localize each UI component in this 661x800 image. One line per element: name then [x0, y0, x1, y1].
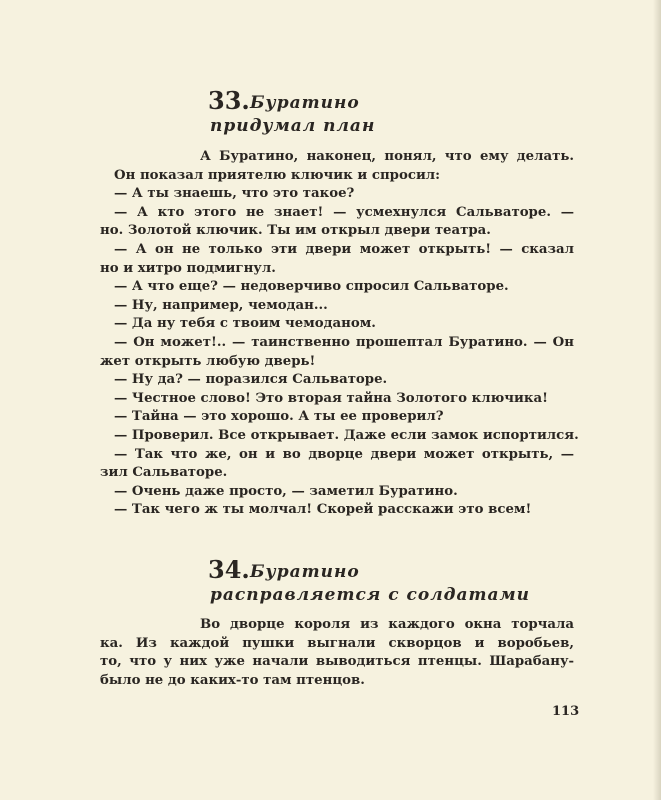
text-line: Он показал приятелю ключик и спросил: — [114, 167, 441, 183]
section-33-title-line1: Буратино — [250, 93, 360, 113]
text-line: — Очень даже просто, — заметил Буратино. — [114, 483, 458, 499]
text-line: — Проверил. Все открывает. Даже если замок испортился. — [114, 427, 579, 443]
text-line: — А что еще? — недоверчиво спросил Сальваторе. — [114, 279, 509, 295]
section-33-number: 33. — [208, 86, 250, 115]
text-line: но и хитро подмигнул. — [100, 260, 276, 276]
section-34-title-line2: расправляется с солдатами — [210, 585, 531, 605]
text-line: — А кто этого не знает! — усмехнулся Сальваторе. — — [114, 204, 574, 220]
text-line: ка. Из каждой пушки выгнали скворцов и воробьев, — [100, 635, 574, 651]
section-34-text — [100, 616, 574, 690]
text-line: то, что у них уже начали выводиться птенцы. Шарабану- — [100, 654, 574, 670]
text-line: — Да ну тебя с твоим чемоданом. — [114, 316, 376, 332]
text-line: — Ну, например, чемодан... — [114, 297, 328, 313]
text-line: — Ну да? — поразился Сальваторе. — [114, 372, 388, 388]
text-line: — Так чего ж ты молчал! Скорей расскажи это всем! — [114, 502, 532, 518]
section-34-title-line1: Буратино — [250, 562, 360, 582]
text-line: — Честное слово! Это вторая тайна Золотого ключика! — [114, 390, 548, 406]
section-34-number: 34. — [208, 555, 250, 584]
text-line: — Так что же, он и во дворце двери может открыть, — — [114, 446, 574, 462]
text-line: — А он не только эти двери может открыть! — сказал — [114, 241, 574, 257]
text-line: Во дворце короля из каждого окна торчала — [200, 617, 574, 632]
text-line: А Буратино, наконец, понял, что ему делать. — [200, 149, 574, 164]
text-line: было не до каких-то там птенцов. — [100, 672, 365, 688]
text-line: зил Сальваторе. — [100, 465, 228, 481]
text-line: — А ты знаешь, что это такое? — [114, 186, 355, 202]
text-line: — Тайна — это хорошо. А ты ее проверил? — [114, 409, 444, 425]
text-line: жет открыть любую дверь! — [100, 353, 316, 369]
page-edge-shadow — [653, 0, 661, 800]
page-number: 113 — [552, 704, 580, 719]
text-line: — Он может!.. — таинственно прошептал Буратино. — Он — [114, 334, 574, 350]
section-33-text — [100, 148, 579, 520]
section-33-title-line2: придумал план — [210, 116, 376, 136]
text-line: но. Золотой ключик. Ты им открыл двери театра. — [100, 223, 491, 239]
